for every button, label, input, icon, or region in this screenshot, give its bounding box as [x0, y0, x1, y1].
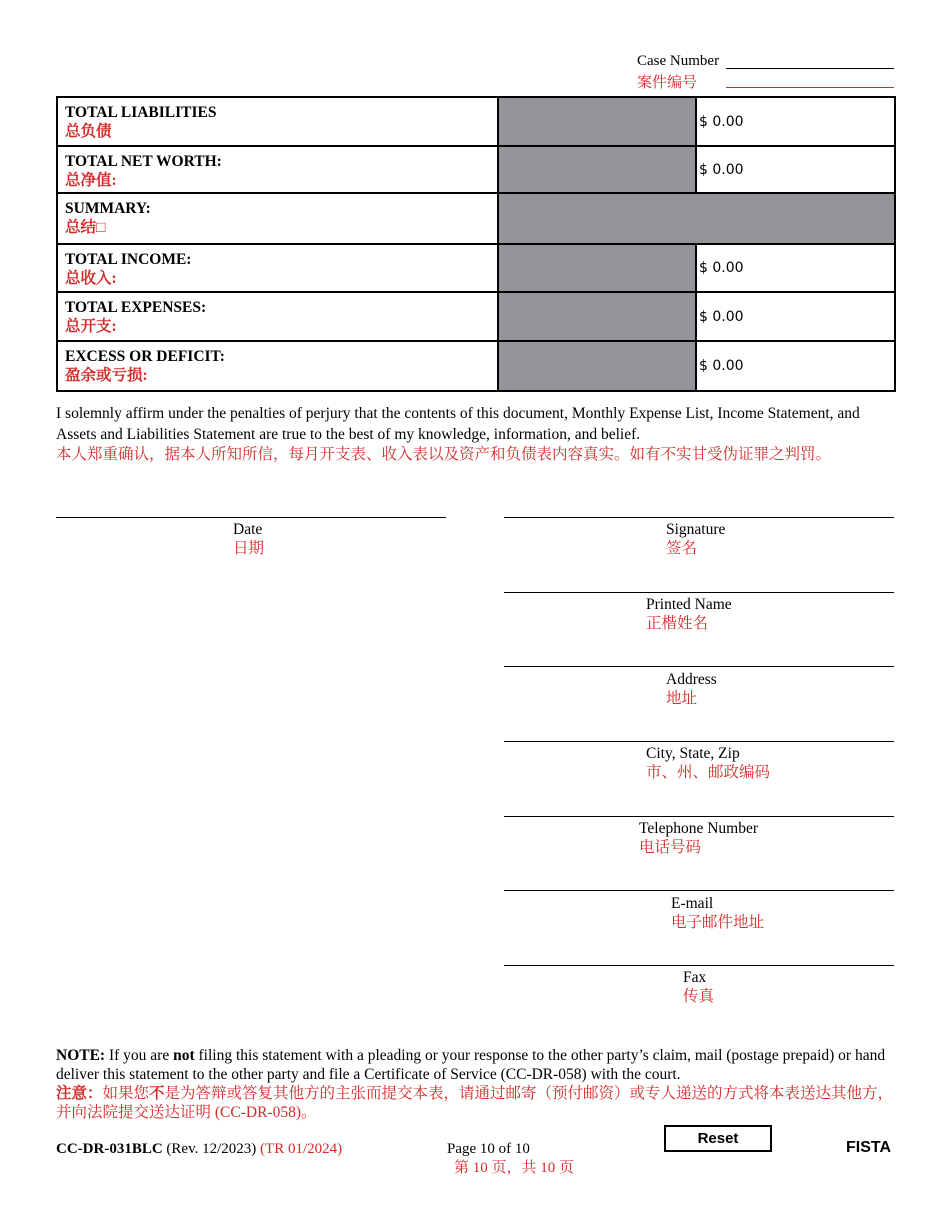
- fax-label-zh: 传真: [683, 988, 715, 1005]
- total-income-label: [57, 244, 498, 292]
- note-lead-zh: 注意：: [56, 1085, 103, 1102]
- row-label-zh: 总收入:: [65, 270, 117, 287]
- note-part1-zh: 如果您: [102, 1085, 150, 1102]
- affirmation-text: [56, 404, 896, 466]
- row-label: TOTAL LIABILITIES: [65, 104, 217, 121]
- row-label-zh: 总结□: [65, 219, 106, 236]
- row-label: TOTAL INCOME:: [65, 251, 192, 268]
- total-expenses-amount[interactable]: $ 0.00: [696, 292, 895, 341]
- city-state-zip-label: [646, 744, 770, 782]
- note-not-zh: 不: [149, 1085, 165, 1102]
- shaded-cell: [498, 341, 696, 391]
- note-lead: NOTE:: [56, 1047, 106, 1064]
- date-line[interactable]: [56, 517, 446, 518]
- note-part2-zh: 是为答辩或答复其他方的主张而提交本表，请通过邮寄（预付邮资）或专人递送的方式将本表送达其他方，并向法院提交送达证明 (CC-DR-058)。: [56, 1085, 894, 1121]
- telephone-line[interactable]: [504, 816, 894, 817]
- printed-name-label-zh: 正楷姓名: [646, 615, 709, 632]
- address-label: [666, 670, 717, 708]
- form-code: [56, 1141, 342, 1158]
- shaded-cell: [498, 292, 696, 341]
- email-label-en: E-mail: [671, 895, 714, 912]
- form-code-id: CC-DR-031BLC: [56, 1141, 163, 1157]
- fax-label: [683, 968, 714, 1006]
- date-label-zh: 日期: [233, 540, 265, 557]
- summary-label: [57, 193, 498, 244]
- total-liabilities-label: [57, 97, 498, 146]
- signature-line[interactable]: [504, 517, 894, 518]
- row-label-zh: 总开支:: [65, 318, 117, 335]
- excess-deficit-amount[interactable]: $ 0.00: [696, 341, 895, 391]
- telephone-label: [639, 819, 758, 857]
- printed-name-label-en: Printed Name: [646, 596, 732, 613]
- case-number-underline: [726, 68, 894, 69]
- excess-deficit-label: [57, 341, 498, 391]
- case-number-label: Case Number: [637, 53, 720, 69]
- note-part2: filing this statement with a pleading or your response to the other party’s claim, mail (postage prepaid) or hand deliver this statement to the other party and file a Certificate of Service (CC-DR-058) with the court.: [56, 1047, 886, 1083]
- table-row: [57, 244, 895, 292]
- shaded-cell: [498, 193, 895, 244]
- date-label: [233, 520, 264, 558]
- address-label-zh: 地址: [666, 690, 698, 707]
- note-text: [56, 1046, 896, 1122]
- page-number-en: Page 10 of 10: [447, 1141, 530, 1157]
- page-number-zh: 第 10 页，共 10 页: [454, 1160, 575, 1176]
- table-row: [57, 146, 895, 193]
- row-label: SUMMARY:: [65, 200, 151, 217]
- signature-label-zh: 签名: [666, 540, 698, 557]
- row-label-zh: 总净值:: [65, 172, 117, 189]
- note-zh: [56, 1084, 896, 1122]
- affirmation-zh: 本人郑重确认，据本人所知所信，每月开支表、收入表以及资产和负债表内容真实。如有不实甘受伪证罪之判罚。: [56, 446, 832, 463]
- date-label-en: Date: [233, 521, 263, 538]
- case-number-field[interactable]: [726, 52, 894, 68]
- reset-button[interactable]: Reset: [664, 1125, 772, 1152]
- row-label-zh: 总负债: [65, 123, 112, 140]
- address-label-en: Address: [666, 671, 717, 688]
- note-en: [56, 1046, 896, 1084]
- city-state-zip-line[interactable]: [504, 741, 894, 742]
- address-line[interactable]: [504, 666, 894, 667]
- row-label: TOTAL NET WORTH:: [65, 153, 222, 170]
- telephone-label-en: Telephone Number: [639, 820, 758, 837]
- total-expenses-label: [57, 292, 498, 341]
- telephone-label-zh: 电话号码: [639, 839, 702, 856]
- row-label: TOTAL EXPENSES:: [65, 299, 207, 316]
- city-state-zip-label-zh: 市、州、邮政编码: [646, 764, 771, 781]
- table-row: [57, 292, 895, 341]
- table-row: [57, 97, 895, 146]
- form-revision: (Rev. 12/2023): [162, 1141, 257, 1157]
- affirmation-en: I solemnly affirm under the penalties of perjury that the contents of this document, Monthly Expense List, Income Statement, and Assets and Liabilities Statement are true to the best of my knowledge, information, and belief.: [56, 405, 860, 443]
- translation-revision: (TR 01/2024): [256, 1141, 343, 1157]
- email-label: [671, 894, 764, 932]
- total-net-worth-label: [57, 146, 498, 193]
- page-number: [447, 1140, 574, 1178]
- table-row: [57, 193, 895, 244]
- agency-label: FISTA: [846, 1139, 892, 1156]
- case-number-underline-zh: [726, 87, 894, 88]
- totals-table: [56, 96, 896, 392]
- table-row: [57, 341, 895, 391]
- printed-name-line[interactable]: [504, 592, 894, 593]
- case-number-label-zh: 案件编号: [637, 75, 698, 91]
- fax-line[interactable]: [504, 965, 894, 966]
- printed-name-label: [646, 595, 732, 633]
- shaded-cell: [498, 244, 696, 292]
- signature-label-en: Signature: [666, 521, 726, 538]
- row-label-zh: 盈余或亏损:: [65, 367, 148, 384]
- city-state-zip-label-en: City, State, Zip: [646, 745, 740, 762]
- fax-label-en: Fax: [683, 969, 707, 986]
- note-part1: If you are: [105, 1047, 174, 1064]
- total-liabilities-amount[interactable]: $ 0.00: [696, 97, 895, 146]
- total-income-amount[interactable]: $ 0.00: [696, 244, 895, 292]
- shaded-cell: [498, 97, 696, 146]
- total-net-worth-amount[interactable]: $ 0.00: [696, 146, 895, 193]
- email-line[interactable]: [504, 890, 894, 891]
- shaded-cell: [498, 146, 696, 193]
- email-label-zh: 电子邮件地址: [671, 914, 765, 931]
- note-not: not: [173, 1047, 195, 1064]
- row-label: EXCESS OR DEFICIT:: [65, 348, 225, 365]
- signature-label: [666, 520, 725, 558]
